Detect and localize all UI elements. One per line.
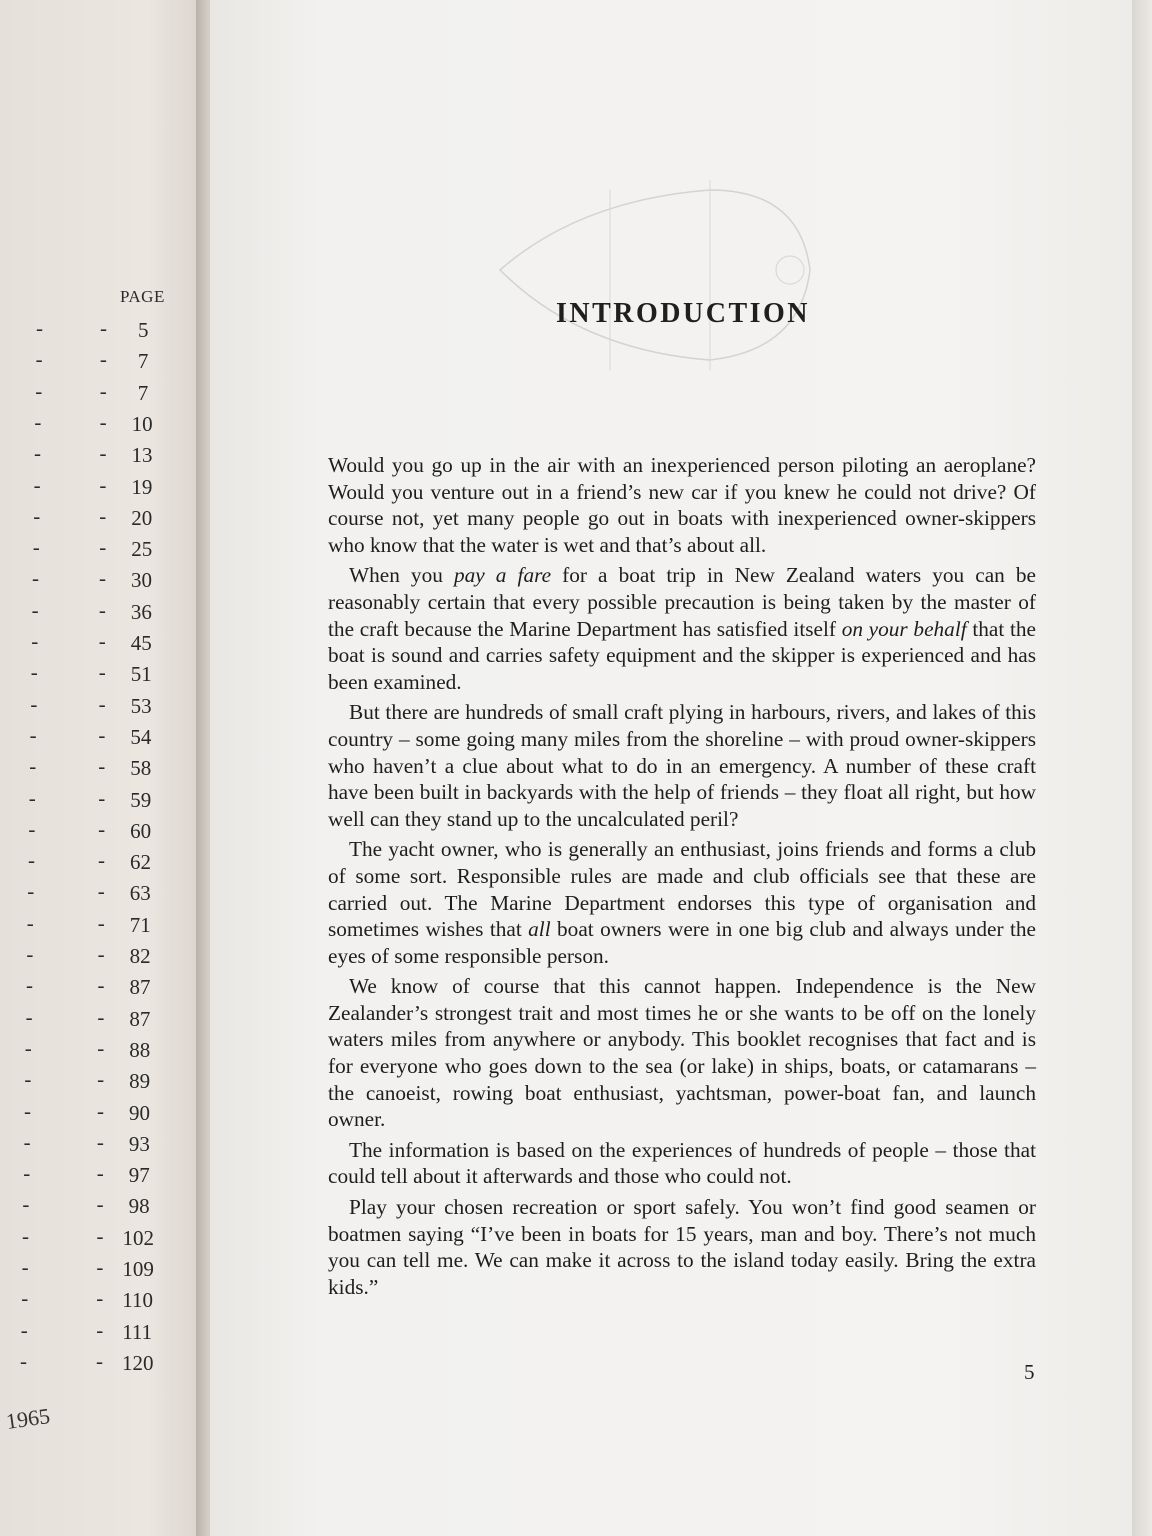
- toc-leader: -: [98, 691, 106, 716]
- toc-page-number: 51: [130, 662, 152, 687]
- toc-leader: -: [28, 785, 36, 810]
- toc-leader: -: [26, 910, 34, 935]
- toc-page-entry: [20, 1317, 191, 1348]
- toc-leader: -: [35, 378, 43, 403]
- page-edge: [1132, 0, 1152, 1536]
- toc-page-entry: [27, 881, 197, 909]
- toc-page-entry: [24, 1035, 195, 1066]
- body-paragraph: [328, 1137, 1036, 1190]
- toc-page-entry: [28, 785, 199, 816]
- toc-leader: -: [98, 785, 106, 810]
- toc-leader: -: [27, 879, 35, 904]
- toc-leader: -: [97, 1004, 105, 1029]
- toc-page-number: 5: [138, 318, 149, 342]
- toc-page-entry: [26, 975, 196, 1003]
- toc-leader: -: [99, 378, 107, 403]
- toc-page-number: 59: [130, 787, 152, 812]
- body-paragraph: [328, 1194, 1036, 1300]
- toc-page-entry: [36, 318, 206, 346]
- previous-page: [0, 0, 210, 1536]
- publication-year: 1965: [4, 1403, 52, 1434]
- toc-leader: -: [23, 1161, 31, 1186]
- toc-leader: -: [21, 1255, 29, 1279]
- toc-page-entry: [35, 378, 205, 409]
- toc-page-number: 97: [128, 1163, 150, 1188]
- toc-leader: -: [29, 754, 37, 779]
- text-run: The information is based on the experiences of hundreds of people – those that could tell about it afterwards and those who could not.: [328, 1137, 1036, 1189]
- toc-leader: -: [22, 1223, 29, 1248]
- italic-phrase: on your behalf: [841, 616, 967, 641]
- show-through-diagram: [380, 120, 880, 450]
- toc-page-number: 25: [131, 537, 153, 562]
- page-number: 5: [1024, 1360, 1035, 1384]
- toc-leader: -: [35, 347, 43, 372]
- toc-leader: -: [99, 347, 107, 372]
- introduction-text: [328, 452, 1036, 1304]
- toc-page-number: 82: [129, 944, 151, 968]
- toc-page-number: 110: [122, 1288, 154, 1313]
- toc-leader: -: [32, 535, 40, 560]
- toc-leader: -: [26, 973, 33, 998]
- toc-page-number: 13: [131, 443, 153, 468]
- toc-page-number: 45: [130, 631, 152, 655]
- toc-page-entry: [26, 944, 196, 972]
- toc-page-number: 63: [129, 881, 151, 906]
- toc-page-entry: [23, 1163, 193, 1191]
- toc-leader: -: [96, 1286, 104, 1311]
- body-paragraph: [328, 562, 1036, 695]
- toc-leader: -: [23, 1129, 31, 1154]
- toc-leader: -: [30, 660, 38, 685]
- toc-page-number: 30: [131, 568, 152, 593]
- text-run: that the boat is sound and carries safety equipment and the skipper is experienced and has been examined.: [328, 616, 1037, 694]
- toc-page-number: 98: [128, 1194, 150, 1219]
- toc-leader: -: [22, 1192, 30, 1217]
- toc-page-number: 36: [130, 599, 152, 624]
- toc-page-entry: [21, 1288, 191, 1316]
- toc-page-entry: [36, 349, 206, 377]
- toc-page-number: 109: [122, 1257, 154, 1281]
- toc-page-entry: [31, 631, 201, 659]
- toc-leader: -: [33, 503, 41, 528]
- text-run: When you: [349, 563, 454, 588]
- toc-page-number: 20: [131, 505, 153, 530]
- toc-leader: -: [100, 316, 107, 340]
- toc-page-entry: [33, 537, 203, 565]
- toc-page-entry: [22, 1194, 192, 1222]
- toc-leader: -: [98, 816, 106, 841]
- toc-page-number: 19: [131, 474, 153, 499]
- toc-leader: -: [96, 1255, 104, 1279]
- text-run: We know of course that this cannot happen. Independence is the New Zealander’s strongest trait and most times he or she wants to be off on the lonely waters miles from anywhere or anybody. This booklet recognises that fact and is for everyone who goes down to the sea (or lake) in ships, boats, or catamarans – the canoeist, rowing boat enthusiast, yachtsman, power-boat fan, and launch owner.: [328, 974, 1036, 1132]
- toc-page-number: 60: [130, 818, 152, 843]
- toc-leader: -: [24, 1098, 31, 1123]
- toc-page-entry: [34, 443, 204, 471]
- toc-leader: -: [32, 566, 39, 591]
- text-run: for a boat trip in New Zealand waters you can be reasonably certain that every possible precaution is being taken by the master of the craft because the Marine Department has satisfied itself: [328, 563, 1036, 641]
- toc-page-entry: [22, 1223, 192, 1254]
- toc-leader: -: [96, 1161, 104, 1186]
- toc-leader: -: [98, 848, 105, 873]
- toc-leader: -: [99, 472, 107, 497]
- text-run: But there are hundreds of small craft plying in harbours, rivers, and lakes of this country – some going many miles from the shoreline – with proud owner-skippers who haven’t a clue about what to do in an emergency. A number of these craft have been built in backyards with the help of friends – they float all right, but how well can they stand up to the uncalculated peril?: [328, 700, 1036, 831]
- toc-leader: -: [99, 535, 107, 560]
- toc-leader: -: [28, 816, 36, 841]
- toc-leader: -: [96, 1223, 104, 1248]
- toc-leader: -: [21, 1286, 29, 1311]
- toc-leader: -: [98, 597, 106, 622]
- toc-leader: -: [97, 1035, 105, 1060]
- toc-page-entry: [33, 503, 203, 534]
- toc-leader: -: [97, 1067, 105, 1092]
- toc-page-number: 53: [130, 693, 152, 718]
- toc-page-entry: [31, 662, 201, 690]
- toc-leader: -: [98, 722, 106, 747]
- text-run: The yacht owner, who is generally an enthusiast, joins friends and forms a club of some sort. Responsible rules are made and club officials see that these are carried out. The Marine Department endorses this type of organisation and sometimes wishes that: [328, 837, 1036, 942]
- toc-leader: -: [97, 942, 105, 966]
- text-run: Would you go up in the air with an inexperienced person piloting an aeroplane? Would you venture out in a friend’s new car if you knew he could not drive? Of course not, yet many people go out in boats with inexperienced owner-skippers who know that the water is wet and that’s about all.: [328, 453, 1036, 557]
- toc-page-entry: [25, 1004, 196, 1035]
- toc-leader: -: [29, 722, 37, 747]
- toc-leader: -: [99, 566, 106, 591]
- toc-page-entry: [26, 910, 197, 941]
- body-paragraph: [328, 452, 1036, 558]
- toc-leader: -: [97, 910, 105, 935]
- toc-page-entry: [24, 1098, 194, 1129]
- toc-leader: -: [97, 973, 105, 998]
- toc-page-entry: [24, 1069, 194, 1097]
- toc-leader: -: [34, 409, 42, 434]
- toc-page-number: 87: [129, 1006, 151, 1031]
- toc-page-number: 71: [129, 912, 151, 937]
- toc-page-number: 58: [130, 756, 152, 781]
- body-paragraph: [328, 973, 1036, 1133]
- toc-page-number: 10: [131, 411, 153, 436]
- toc-leader: -: [24, 1035, 32, 1060]
- toc-page-number: 54: [130, 724, 152, 749]
- toc-leader: -: [31, 629, 39, 653]
- toc-leader: -: [36, 316, 43, 340]
- toc-leader: -: [99, 441, 107, 466]
- toc-leader: -: [99, 409, 107, 434]
- text-run: Play your chosen recreation or sport safely. You won’t find good seamen or boatmen saying “I’ve been in boats for 15 years, man and boy. There’s not much you can tell me. We can make it across to the island today easily. Bring the extra kids.”: [328, 1195, 1036, 1299]
- toc-leader: -: [20, 1317, 28, 1342]
- body-paragraph: [328, 699, 1036, 832]
- toc-page-entry: [33, 472, 204, 503]
- toc-page-entry: [34, 409, 204, 440]
- toc-leader: -: [24, 1067, 32, 1092]
- italic-phrase: all: [528, 917, 551, 942]
- toc-leader: -: [98, 629, 106, 653]
- toc-leader: -: [99, 503, 107, 528]
- toc-leader: -: [98, 660, 106, 685]
- toc-page-number: 120: [122, 1350, 154, 1375]
- toc-page-number: 62: [130, 850, 151, 875]
- toc-page-header: PAGE: [120, 287, 165, 306]
- toc-leader: -: [33, 472, 41, 497]
- toc-page-number: 7: [137, 380, 149, 405]
- toc-page-entry: [29, 722, 200, 753]
- toc-page-number: 90: [129, 1100, 150, 1125]
- toc-leader: -: [26, 942, 34, 966]
- toc-page-entry: [32, 568, 202, 596]
- toc-page-number: 87: [129, 975, 151, 1000]
- toc-page-number: 102: [122, 1225, 154, 1250]
- toc-leader: -: [20, 1348, 27, 1373]
- toc-page-number: 89: [129, 1069, 151, 1094]
- toc-leader: -: [96, 1317, 104, 1342]
- toc-leader: -: [96, 1192, 104, 1217]
- toc-leader: -: [96, 1348, 103, 1373]
- toc-leader: -: [97, 879, 105, 904]
- toc-page-number: 7: [137, 349, 149, 374]
- toc-page-entry: [30, 691, 200, 722]
- toc-page-entry: [31, 597, 202, 628]
- toc-page-entry: [28, 850, 198, 878]
- toc-leader: -: [25, 1004, 33, 1029]
- toc-leader: -: [96, 1129, 104, 1154]
- toc-page-entry: [20, 1348, 190, 1379]
- toc-leader: -: [98, 754, 106, 779]
- italic-phrase: pay a fare: [453, 563, 552, 588]
- toc-leader: -: [30, 691, 38, 716]
- toc-page-number: 111: [122, 1319, 153, 1344]
- toc-page-number: 93: [128, 1131, 150, 1156]
- toc-leader: -: [28, 848, 35, 873]
- toc-page-entry: [23, 1129, 194, 1160]
- body-paragraph: [328, 836, 1036, 969]
- page-title: INTRODUCTION: [555, 298, 811, 329]
- toc-leader: -: [97, 1098, 104, 1123]
- toc-page-entry: [29, 756, 199, 784]
- toc-page-entry: [28, 816, 198, 847]
- toc-leader: -: [34, 441, 41, 466]
- toc-leader: -: [31, 597, 39, 622]
- toc-page-number: 88: [129, 1037, 151, 1062]
- text-run: boat owners were in one big club and always under the eyes of some responsible person.: [328, 917, 1036, 968]
- toc-page-entry: [22, 1257, 192, 1285]
